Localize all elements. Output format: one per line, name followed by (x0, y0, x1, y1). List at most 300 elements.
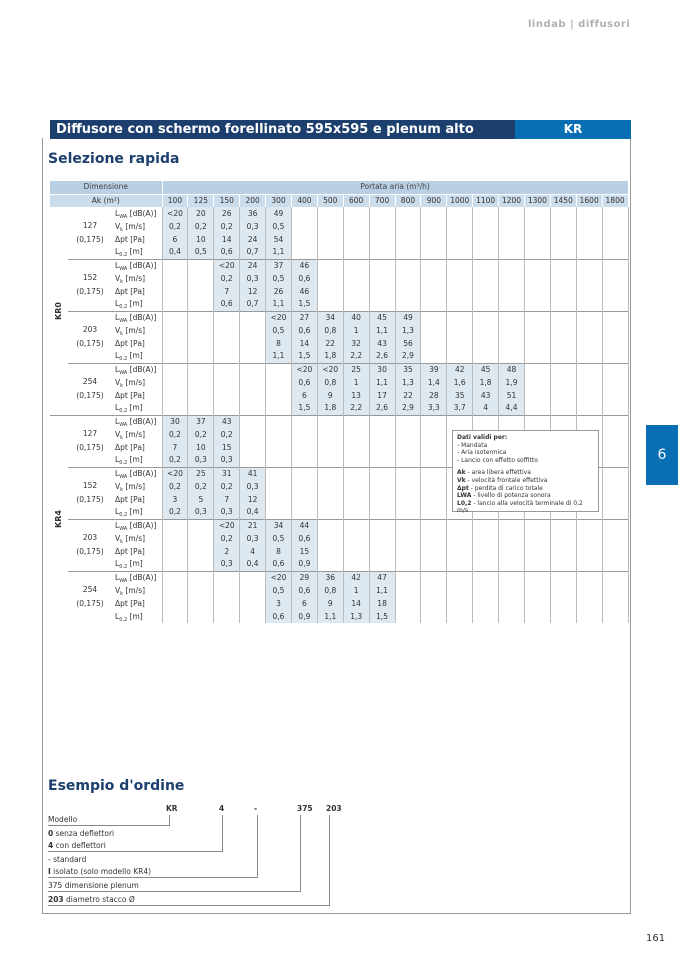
value-cell: 39 (421, 363, 447, 376)
value-cell (550, 363, 576, 376)
value-cell (214, 324, 240, 337)
table-row (50, 584, 628, 597)
value-cell (524, 272, 550, 285)
value-cell (291, 233, 317, 246)
portata-header: Portata aria (m³/h) (162, 181, 628, 194)
legend-symbol: Ak (457, 469, 466, 477)
value-cell (447, 207, 473, 220)
value-cell: 31 (214, 467, 240, 480)
value-cell: 0,2 (188, 480, 214, 493)
value-cell (395, 493, 421, 506)
value-cell (473, 311, 499, 324)
param-symbol: V (115, 429, 121, 439)
table-row (50, 532, 628, 545)
table-row (50, 519, 628, 532)
value-cell (602, 558, 628, 571)
param-unit: [m] (127, 611, 143, 621)
value-cell: 0,4 (162, 246, 188, 259)
value-cell (550, 285, 576, 298)
value-cell (317, 298, 343, 311)
value-cell (188, 376, 214, 389)
flow-header: 800 (395, 194, 421, 207)
value-cell (162, 376, 188, 389)
value-cell (188, 584, 214, 597)
param-symbol: L (115, 572, 120, 582)
value-cell: 48 (499, 363, 525, 376)
table-row (50, 415, 628, 428)
value-cell: 1,3 (395, 324, 421, 337)
value-cell: 0,2 (188, 220, 214, 233)
table-row (50, 610, 628, 623)
value-cell (343, 207, 369, 220)
value-cell: 2,2 (343, 350, 369, 363)
value-cell (395, 519, 421, 532)
value-cell (602, 545, 628, 558)
param-symbol: L (115, 468, 120, 478)
value-cell (473, 233, 499, 246)
value-cell (421, 467, 447, 480)
order-connector-line (222, 815, 223, 852)
value-cell (369, 467, 395, 480)
value-cell: 2,6 (369, 350, 395, 363)
value-cell (421, 233, 447, 246)
model-name: KR4 (54, 510, 63, 529)
value-cell: 0,5 (266, 220, 292, 233)
value-cell (343, 532, 369, 545)
param-subscript: WA (119, 421, 128, 428)
value-cell (473, 532, 499, 545)
value-cell (576, 402, 602, 415)
value-cell (266, 376, 292, 389)
value-cell (214, 597, 240, 610)
value-cell (317, 558, 343, 571)
size-cell (68, 519, 112, 571)
value-cell (576, 584, 602, 597)
value-cell (576, 259, 602, 272)
value-cell: 1,6 (447, 376, 473, 389)
legend-symbol: L0,2 (457, 499, 472, 507)
value-cell (550, 376, 576, 389)
value-cell (602, 597, 628, 610)
value-cell (524, 207, 550, 220)
value-cell: 0,2 (188, 428, 214, 441)
value-cell (576, 519, 602, 532)
value-cell (266, 454, 292, 467)
table-row (50, 571, 628, 584)
param-subscript: 0,2 (119, 616, 128, 623)
value-cell (162, 311, 188, 324)
param-label (112, 545, 162, 558)
order-code-segment: - (254, 804, 258, 813)
value-cell (499, 233, 525, 246)
order-code-segment: 4 (219, 804, 225, 813)
param-label (112, 233, 162, 246)
param-label (112, 584, 162, 597)
quick-selection-table (50, 181, 629, 623)
value-cell (266, 506, 292, 519)
flow-header: 1200 (499, 194, 525, 207)
value-cell (240, 571, 266, 584)
value-cell: 0,3 (188, 454, 214, 467)
value-cell (550, 402, 576, 415)
size-cell (68, 207, 112, 259)
value-cell (421, 493, 447, 506)
value-cell (188, 350, 214, 363)
legend-definition (457, 469, 594, 477)
table-row (50, 311, 628, 324)
value-cell (317, 454, 343, 467)
order-line-text: senza deflettori (53, 829, 115, 838)
value-cell (162, 285, 188, 298)
legend-symbol: Δpt (457, 484, 469, 492)
value-cell (343, 441, 369, 454)
value-cell: 0,3 (214, 558, 240, 571)
value-cell (240, 428, 266, 441)
param-label (112, 415, 162, 428)
order-code-segment: KR (166, 804, 178, 813)
value-cell (421, 311, 447, 324)
value-cell (291, 207, 317, 220)
value-cell: <20 (266, 571, 292, 584)
value-cell (369, 493, 395, 506)
param-unit: [dB(A)] (127, 312, 157, 322)
size-area: (0,175) (76, 391, 104, 400)
size: 127 (82, 220, 98, 230)
table-row (50, 233, 628, 246)
value-cell (317, 441, 343, 454)
area-header: Ak (m²) (50, 194, 162, 207)
size-cell (68, 571, 112, 623)
value-cell (499, 350, 525, 363)
value-cell: 0,2 (162, 480, 188, 493)
value-cell (343, 558, 369, 571)
flow-header: 200 (240, 194, 266, 207)
value-cell: 54 (266, 233, 292, 246)
value-cell (447, 415, 473, 428)
value-cell (162, 389, 188, 402)
param-symbol: L (115, 403, 120, 413)
value-cell (524, 298, 550, 311)
value-cell (524, 519, 550, 532)
value-cell (447, 545, 473, 558)
value-cell: 2,9 (395, 402, 421, 415)
value-cell (395, 246, 421, 259)
value-cell (343, 272, 369, 285)
table-row (50, 272, 628, 285)
param-label (112, 441, 162, 454)
value-cell (162, 597, 188, 610)
value-cell (395, 584, 421, 597)
param-subscript: WA (119, 317, 128, 324)
selezione-heading: Selezione rapida (48, 151, 180, 167)
param-unit: [m/s] (123, 429, 146, 439)
value-cell (421, 298, 447, 311)
value-cell: 9 (317, 389, 343, 402)
value-cell (343, 285, 369, 298)
value-cell (369, 220, 395, 233)
value-cell: 8 (266, 337, 292, 350)
value-cell: 1,3 (395, 376, 421, 389)
value-cell (343, 428, 369, 441)
value-cell (421, 272, 447, 285)
value-cell (395, 506, 421, 519)
value-cell (576, 597, 602, 610)
value-cell (524, 571, 550, 584)
value-cell (214, 363, 240, 376)
flow-header: 1800 (602, 194, 628, 207)
value-cell (421, 350, 447, 363)
value-cell (240, 415, 266, 428)
value-cell: 10 (188, 233, 214, 246)
value-cell (240, 337, 266, 350)
value-cell (188, 337, 214, 350)
value-cell (395, 545, 421, 558)
value-cell (473, 571, 499, 584)
value-cell (240, 597, 266, 610)
param-label (112, 376, 162, 389)
value-cell (317, 246, 343, 259)
value-cell (550, 350, 576, 363)
param-subscript: k (120, 538, 124, 545)
value-cell: 44 (291, 519, 317, 532)
legend-symbol: LWA (457, 492, 472, 500)
value-cell: 0,3 (240, 272, 266, 285)
param-unit: [m/s] (123, 481, 146, 491)
value-cell: 0,8 (317, 376, 343, 389)
order-connector-line (169, 815, 170, 826)
flow-header: 600 (343, 194, 369, 207)
param-symbol: Δpt (115, 286, 128, 296)
value-cell (550, 532, 576, 545)
value-cell: 12 (240, 285, 266, 298)
value-cell (447, 259, 473, 272)
value-cell (602, 298, 628, 311)
value-cell (369, 246, 395, 259)
value-cell (499, 558, 525, 571)
value-cell: 0,6 (291, 272, 317, 285)
value-cell (473, 415, 499, 428)
value-cell (395, 272, 421, 285)
value-cell: 49 (395, 311, 421, 324)
value-cell (421, 415, 447, 428)
value-cell (395, 285, 421, 298)
value-cell (550, 610, 576, 623)
value-cell (602, 493, 628, 506)
value-cell (524, 233, 550, 246)
value-cell (524, 311, 550, 324)
value-cell (188, 272, 214, 285)
value-cell (421, 207, 447, 220)
flow-header: 1450 (550, 194, 576, 207)
value-cell (550, 558, 576, 571)
param-subscript: 0,2 (119, 564, 128, 571)
size-area: (0,175) (76, 599, 104, 609)
legend-box (452, 430, 599, 515)
value-cell (317, 233, 343, 246)
value-cell (447, 246, 473, 259)
value-cell (214, 571, 240, 584)
param-label (112, 298, 162, 311)
order-line-text: - standard (48, 855, 87, 864)
param-symbol: L (115, 611, 120, 621)
value-cell (602, 259, 628, 272)
value-cell: 14 (343, 597, 369, 610)
param-symbol: L (115, 260, 120, 270)
param-subscript: k (120, 330, 124, 337)
param-symbol: V (115, 325, 121, 335)
value-cell (266, 428, 292, 441)
value-cell (499, 246, 525, 259)
value-cell (291, 480, 317, 493)
value-cell (576, 415, 602, 428)
value-cell: 43 (473, 389, 499, 402)
value-cell: 12 (240, 493, 266, 506)
value-cell (447, 285, 473, 298)
value-cell (266, 493, 292, 506)
param-unit: [Pa] (127, 494, 145, 504)
order-example (48, 800, 368, 910)
value-cell (266, 467, 292, 480)
value-cell: 43 (369, 337, 395, 350)
value-cell (499, 519, 525, 532)
value-cell (395, 259, 421, 272)
value-cell (214, 389, 240, 402)
value-cell: 0,2 (162, 220, 188, 233)
value-cell (395, 558, 421, 571)
value-cell (188, 532, 214, 545)
value-cell: <20 (317, 363, 343, 376)
value-cell (499, 285, 525, 298)
param-subscript: WA (119, 525, 128, 532)
value-cell: 3 (162, 493, 188, 506)
value-cell (602, 402, 628, 415)
value-cell: 1,5 (291, 402, 317, 415)
value-cell (499, 415, 525, 428)
param-label (112, 363, 162, 376)
ordine-heading: Esempio d'ordine (48, 778, 185, 794)
param-label (112, 467, 162, 480)
value-cell (473, 610, 499, 623)
param-unit: [dB(A)] (127, 364, 157, 374)
order-line (48, 841, 223, 852)
value-cell (240, 324, 266, 337)
param-label (112, 506, 162, 519)
value-cell (266, 402, 292, 415)
value-cell: 7 (162, 441, 188, 454)
param-symbol: Δpt (115, 234, 128, 244)
value-cell (473, 272, 499, 285)
size-cell (68, 467, 112, 519)
value-cell (343, 467, 369, 480)
value-cell (447, 558, 473, 571)
value-cell (447, 298, 473, 311)
param-symbol: L (115, 247, 120, 257)
order-line (48, 815, 170, 826)
value-cell (343, 233, 369, 246)
value-cell: 4 (473, 402, 499, 415)
value-cell (576, 298, 602, 311)
param-subscript: k (120, 278, 124, 285)
value-cell (188, 285, 214, 298)
value-cell (550, 415, 576, 428)
order-line (48, 895, 330, 906)
value-cell: 0,5 (266, 584, 292, 597)
flow-header: 1300 (524, 194, 550, 207)
value-cell (343, 415, 369, 428)
size-cell (68, 415, 112, 467)
param-symbol: L (115, 416, 120, 426)
value-cell (214, 350, 240, 363)
param-label (112, 220, 162, 233)
value-cell (421, 337, 447, 350)
value-cell (240, 363, 266, 376)
value-cell: 14 (291, 337, 317, 350)
value-cell (550, 324, 576, 337)
value-cell (188, 571, 214, 584)
value-cell (473, 298, 499, 311)
table-row (50, 207, 628, 220)
value-cell (447, 610, 473, 623)
table-row (50, 545, 628, 558)
value-cell (395, 571, 421, 584)
param-unit: [m] (127, 559, 143, 569)
order-code-segment: 375 (297, 804, 313, 813)
param-symbol: L (115, 364, 120, 374)
value-cell (188, 402, 214, 415)
table-row (50, 389, 628, 402)
value-cell: 0,9 (291, 610, 317, 623)
value-cell (240, 350, 266, 363)
value-cell (369, 285, 395, 298)
param-unit: [dB(A)] (127, 468, 157, 478)
param-symbol: L (115, 351, 120, 361)
value-cell (602, 324, 628, 337)
section-tab[interactable]: 6 (646, 425, 678, 485)
value-cell (576, 272, 602, 285)
value-cell (369, 506, 395, 519)
param-symbol: L (115, 507, 120, 517)
value-cell (550, 337, 576, 350)
value-cell (240, 402, 266, 415)
value-cell: 42 (343, 571, 369, 584)
value-cell: 5 (188, 493, 214, 506)
value-cell (369, 532, 395, 545)
value-cell (602, 467, 628, 480)
value-cell (576, 545, 602, 558)
value-cell: 0,4 (240, 506, 266, 519)
value-cell (576, 207, 602, 220)
value-cell: <20 (162, 467, 188, 480)
value-cell (550, 220, 576, 233)
param-symbol: Δpt (115, 546, 128, 556)
value-cell (576, 610, 602, 623)
value-cell (576, 311, 602, 324)
value-cell: 1,1 (369, 376, 395, 389)
value-cell: 10 (188, 441, 214, 454)
value-cell: 15 (291, 545, 317, 558)
value-cell: 1,1 (266, 298, 292, 311)
table-row (50, 285, 628, 298)
value-cell: <20 (162, 207, 188, 220)
value-cell: 0,6 (291, 376, 317, 389)
value-cell (317, 220, 343, 233)
value-cell (602, 519, 628, 532)
value-cell (447, 532, 473, 545)
value-cell (447, 571, 473, 584)
value-cell (188, 324, 214, 337)
value-cell (343, 220, 369, 233)
order-connector-line (329, 815, 330, 906)
